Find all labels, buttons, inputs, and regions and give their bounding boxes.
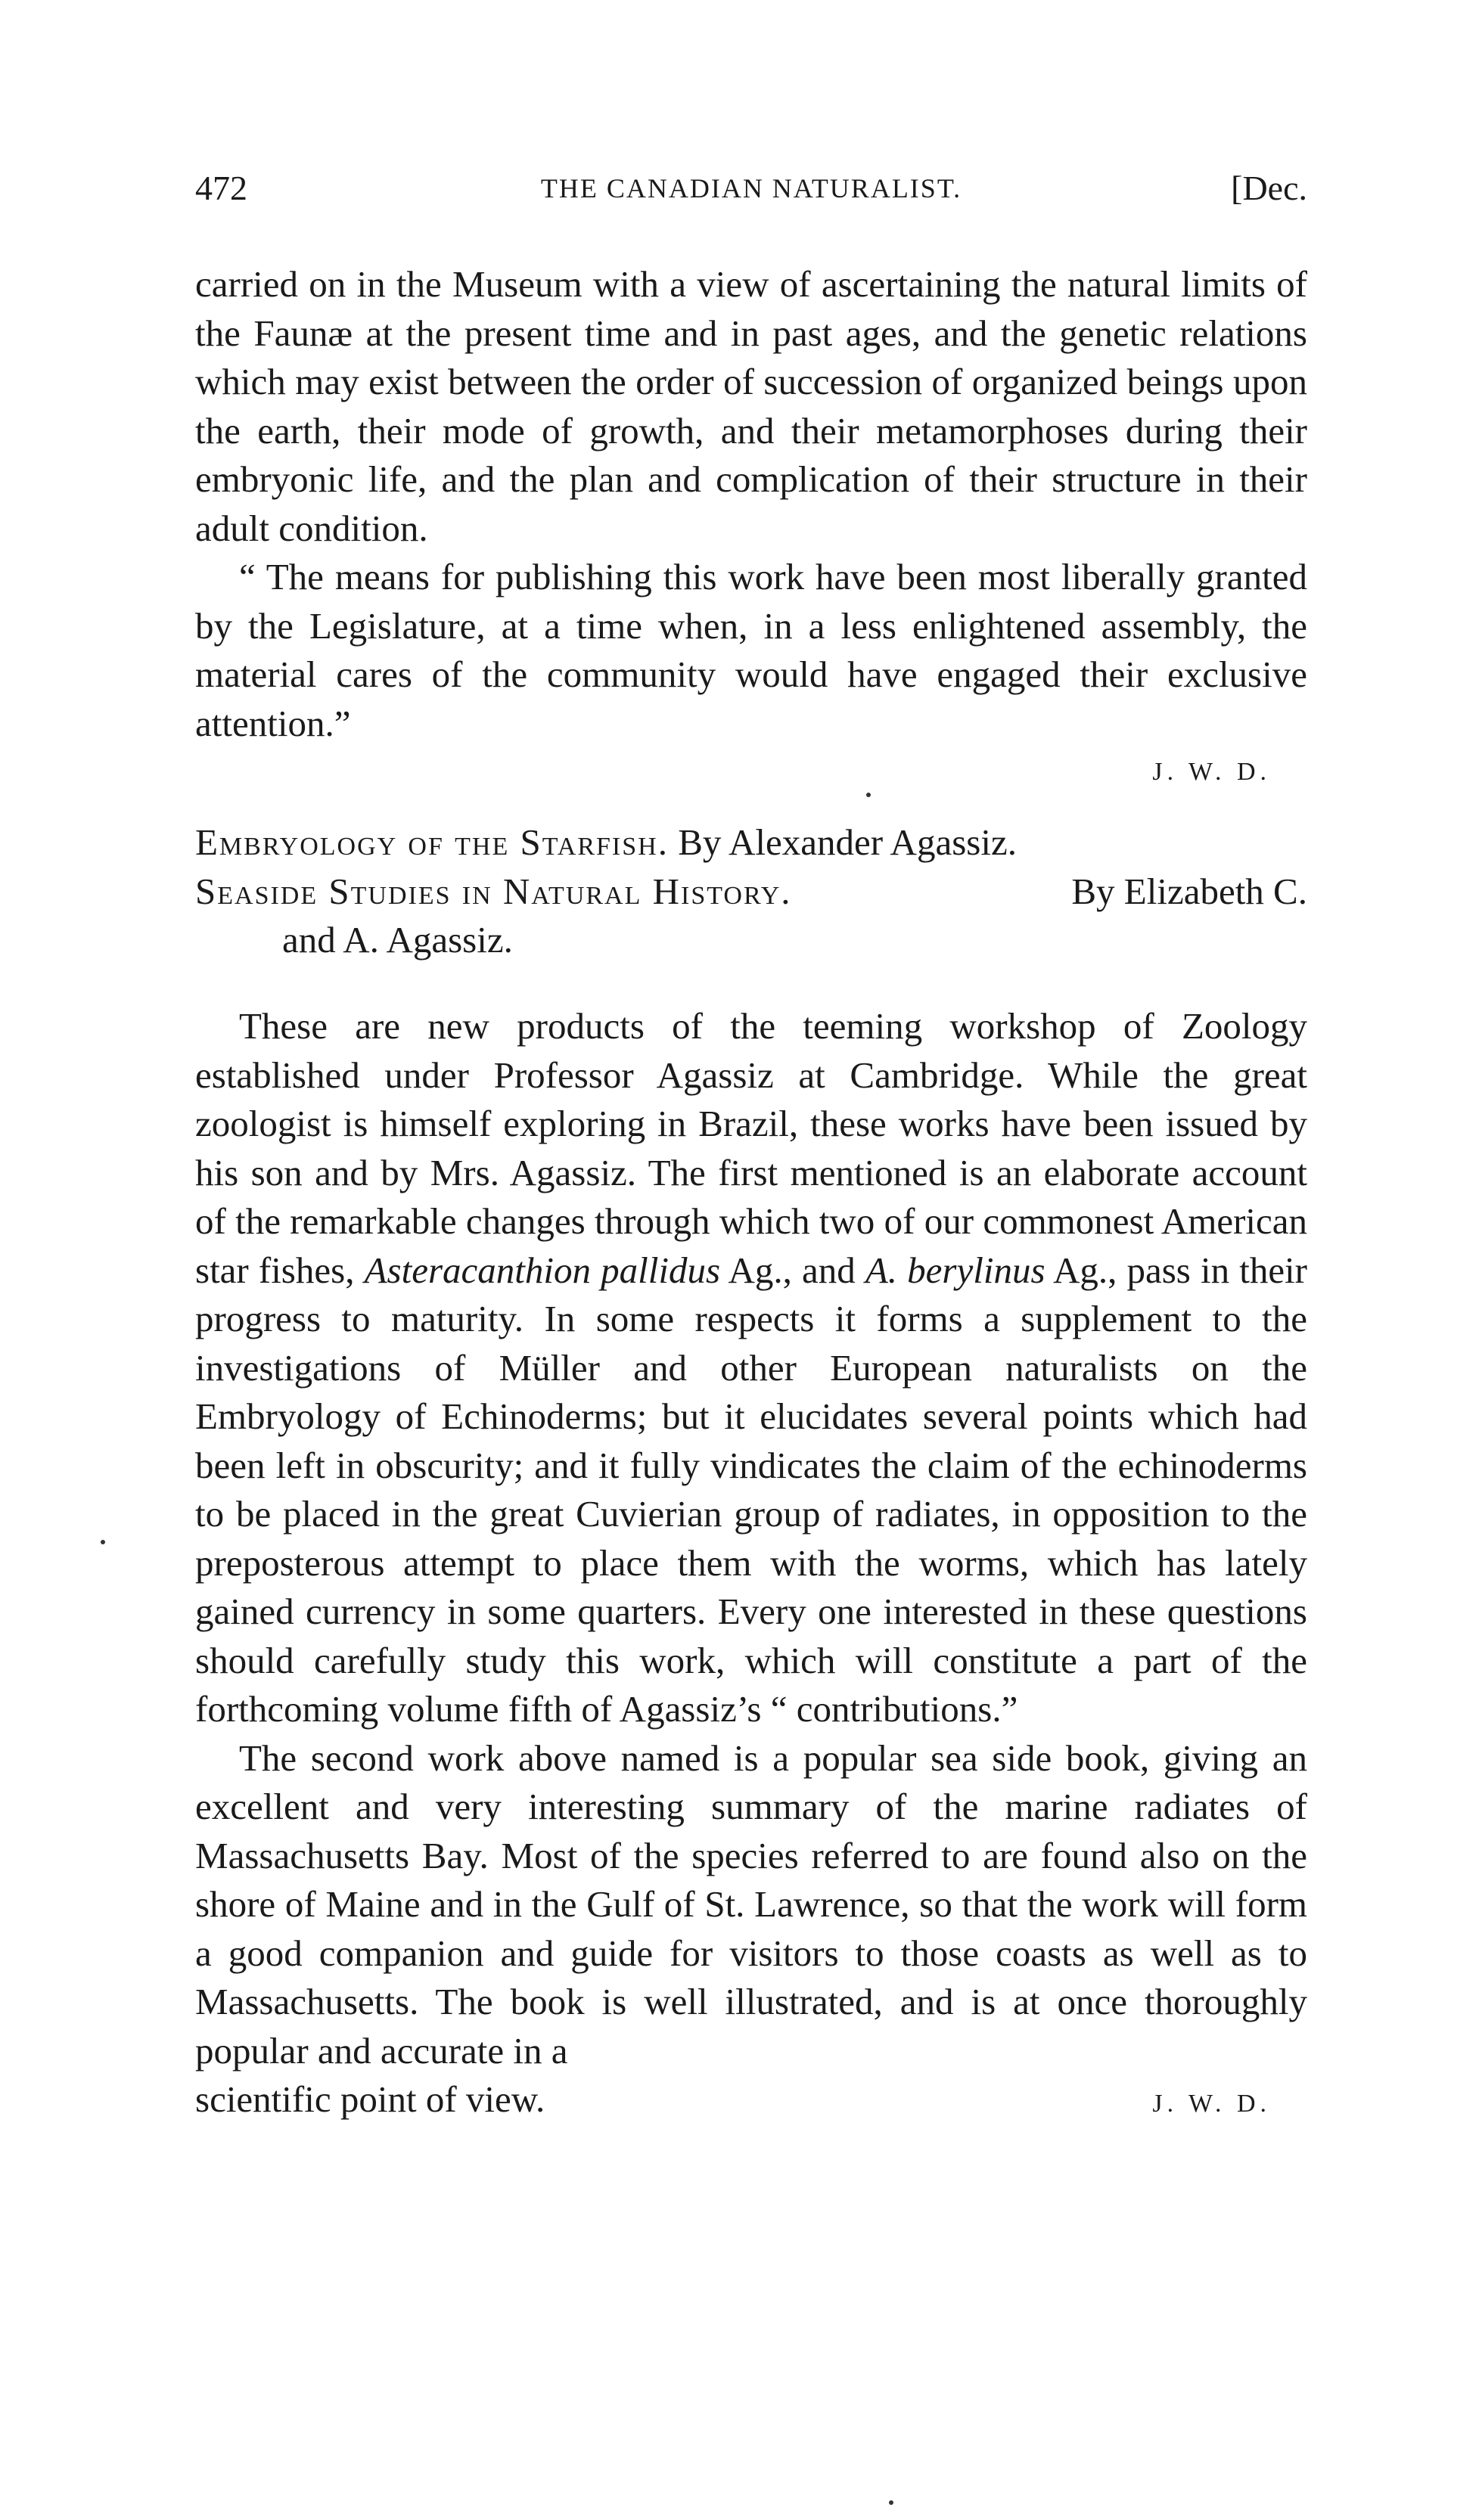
- review-heading-line-2: [195, 867, 1307, 917]
- review-body: [195, 1002, 1307, 2129]
- print-speck: [889, 2500, 893, 2505]
- paragraph-text: Ag., pass in their progress to maturity. In some respects it forms a supplement to the investigations of Müller and other European naturalists on the Embryology of Echinoderms; but it elucidates several points which had been left in obscurity; and it fully vindicates the claim of the echinoderms to be placed in the great Cuvierian group of radiates, in opposition to the preposterous attempt to place them with the worms, which has lately gained currency in some quarters. Every one interested in these questions should carefully study this work, which will constitute a part of the forthcoming volume fifth of Agassiz’s “ contributions.”: [195, 1249, 1307, 1730]
- page-number: 472: [195, 169, 247, 207]
- book-author: By Alexander Agassiz.: [678, 821, 1017, 863]
- paragraph: carried on in the Museum with a view of ascertaining the natural limits of the Faunæ at the present time and in past ages, and the genetic relations which may exist between the order of succession of organized beings upon the earth, their mode of growth, and their metamorphoses during their embryonic life, and the plan and complication of their structure in their adult condition.: [195, 263, 1307, 549]
- book-author-continued: and A. Agassiz.: [282, 919, 513, 961]
- signature-line: [195, 748, 1307, 797]
- author-initials: J. W. D.: [1152, 2090, 1271, 2118]
- review-heading: [195, 818, 1307, 965]
- book-title: Embryology of the Starfish.: [195, 821, 669, 863]
- book-title: Seaside Studies in Natural History.: [195, 870, 792, 912]
- paragraph-text: Ag., and: [728, 1249, 856, 1291]
- paragraph-text: These are new products of the teeming workshop of Zoology established under Professor Agassiz at Cambridge. While the great zoologist is himself exploring in Brazil, these works have been issued by his son and by Mrs. Agassiz. The first mentioned is an elaborate account of the remarkable changes through which two of our commonest American star fishes,: [195, 1005, 1307, 1291]
- signature-line: [195, 2075, 1307, 2129]
- section-continued-text: [195, 260, 1307, 797]
- running-head: [195, 168, 1307, 221]
- author-initials: J. W. D.: [1152, 758, 1271, 786]
- issue-month: [Dec.: [1231, 169, 1307, 207]
- book-author: By Elizabeth C.: [1071, 870, 1307, 912]
- paragraph: [195, 1002, 1307, 1734]
- print-speck: [866, 793, 871, 797]
- species-name: A. berylinus: [865, 1249, 1045, 1291]
- species-name: Asteracanthion pallidus: [364, 1249, 721, 1291]
- journal-title: THE CANADIAN NATURALIST.: [540, 173, 962, 203]
- print-speck: [101, 1540, 105, 1544]
- paragraph-last-line: scientific point of view.: [195, 2078, 545, 2120]
- review-heading-line-1: [195, 818, 1307, 867]
- quoted-paragraph: “ The means for publishing this work have been most liberally granted by the Legislature, at a time when, in a less enlightened assembly, the material cares of the community would have engaged their exclusive attention.”: [195, 556, 1307, 744]
- paragraph: The second work above named is a popular sea side book, giving an excellent and very interesting summary of the marine radiates of Massachusetts Bay. Most of the species referred to are found also on the shore of Maine and in the Gulf of St. Lawrence, so that the work will form a good companion and guide for visitors to those coasts as well as to Massachusetts. The book is well illustrated, and is at once thoroughly popular and accurate in a: [195, 1736, 1307, 2072]
